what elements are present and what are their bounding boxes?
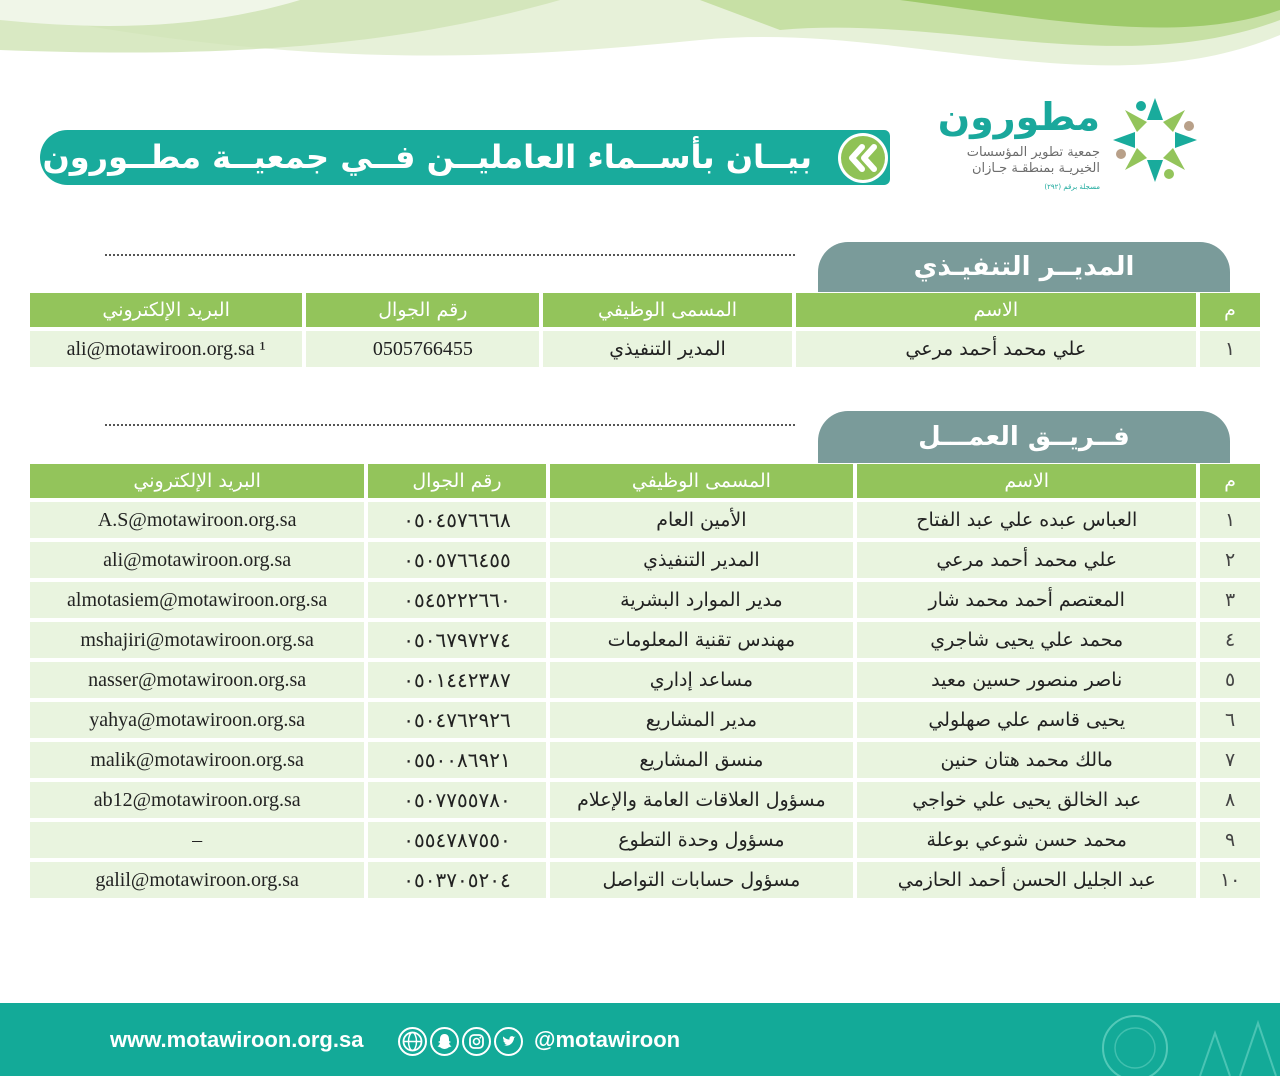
table-row (30, 331, 1260, 367)
phone-number: ٠٥٥٠٠٨٦٩٢١ (368, 742, 545, 778)
column-header-job-title: المسمى الوظيفي (550, 464, 854, 498)
section-divider (105, 254, 795, 256)
email-address[interactable]: ab12@motawiroon.org.sa (30, 782, 364, 818)
website-link[interactable]: www.motawiroon.org.sa (110, 1027, 364, 1052)
table-row (30, 502, 1260, 538)
phone-number: ٠٥٠٧٧٥٥٧٨٠ (368, 782, 545, 818)
job-title: المدير التنفيذي (550, 542, 854, 578)
employee-name: عبد الخالق يحيى علي خواجي (857, 782, 1196, 818)
logo-subtitle-line2: الخيريـة بمنطقـة جـازان (971, 161, 1100, 176)
table-row (30, 622, 1260, 658)
email-address[interactable]: almotasiem@motawiroon.org.sa (30, 582, 364, 618)
executive-table-header (30, 293, 1260, 327)
employee-name: محمد علي يحيى شاجري (857, 622, 1196, 658)
row-number: ٤ (1200, 622, 1260, 658)
team-table (26, 460, 1264, 902)
logo-registration: مسجلة برقم (٢٩٢) (1044, 183, 1100, 191)
job-title: مساعد إداري (550, 662, 854, 698)
job-title: المدير التنفيذي (543, 331, 791, 367)
chevron-left-double-icon (838, 133, 888, 183)
phone-number: ٠٥٤٥٢٢٢٦٦٠ (368, 582, 545, 618)
twitter-icon[interactable] (494, 1027, 523, 1056)
globe-icon[interactable] (398, 1027, 427, 1056)
job-title: مدير الموارد البشرية (550, 582, 854, 618)
phone-number: ٠٥٠٥٧٦٦٤٥٥ (368, 542, 545, 578)
page-title: بيــان بأســماء العامليــن فــي جمعيــة مطــورون (42, 138, 812, 176)
phone-number: ٠٥٠١٤٤٢٣٨٧ (368, 662, 545, 698)
table-row (30, 582, 1260, 618)
employee-name: العباس عبده علي عبد الفتاح (857, 502, 1196, 538)
email-address[interactable]: ali@motawiroon.org.sa ¹ (30, 331, 302, 367)
employee-name: مالك محمد هتان حنين (857, 742, 1196, 778)
job-title: مهندس تقنية المعلومات (550, 622, 854, 658)
phone-number: ٠٥٠٤٧٦٢٩٢٦ (368, 702, 545, 738)
row-number: ٣ (1200, 582, 1260, 618)
email-address[interactable]: ali@motawiroon.org.sa (30, 542, 364, 578)
row-number: ٩ (1200, 822, 1260, 858)
top-wave-decoration (0, 0, 1280, 110)
email-address[interactable]: A.S@motawiroon.org.sa (30, 502, 364, 538)
phone-number: ٠٥٠٤٥٧٦٦٦٨ (368, 502, 545, 538)
row-number: ٦ (1200, 702, 1260, 738)
table-row (30, 862, 1260, 898)
employee-name: علي محمد أحمد مرعي (857, 542, 1196, 578)
social-icons (398, 1027, 523, 1056)
email-address[interactable]: malik@motawiroon.org.sa (30, 742, 364, 778)
job-title: منسق المشاريع (550, 742, 854, 778)
section-heading-team: فــريــق العمـــل (818, 411, 1230, 463)
title-bar (40, 130, 890, 185)
column-header-email: البريد الإلكتروني (30, 464, 364, 498)
job-title: مسؤول وحدة التطوع (550, 822, 854, 858)
column-header-phone: رقم الجوال (306, 293, 539, 327)
employee-name: عبد الجليل الحسن أحمد الحازمي (857, 862, 1196, 898)
logo-subtitle-line1: جمعية تطوير المؤسسات (966, 145, 1100, 160)
column-header-name: الاسم (857, 464, 1196, 498)
section-heading-executive: المديــر التنفيـذي (818, 242, 1230, 292)
table-row (30, 782, 1260, 818)
job-title: الأمين العام (550, 502, 854, 538)
employee-name: يحيى قاسم علي صهلولي (857, 702, 1196, 738)
job-title: مدير المشاريع (550, 702, 854, 738)
row-number: ٥ (1200, 662, 1260, 698)
row-number: ٧ (1200, 742, 1260, 778)
table-row (30, 702, 1260, 738)
column-header-job-title: المسمى الوظيفي (543, 293, 791, 327)
logo (937, 95, 1200, 205)
social-handle[interactable]: @motawiroon (534, 1027, 681, 1052)
phone-number: ٠٥٠٣٧٠٥٢٠٤ (368, 862, 545, 898)
table-row (30, 822, 1260, 858)
table-row (30, 542, 1260, 578)
logo-brand: مطورون (937, 95, 1100, 139)
row-number: ١ (1200, 502, 1260, 538)
email-address[interactable]: mshajiri@motawiroon.org.sa (30, 622, 364, 658)
table-row (30, 742, 1260, 778)
column-header-num: م (1200, 293, 1260, 327)
row-number: ١ (1200, 331, 1260, 367)
row-number: ٨ (1200, 782, 1260, 818)
employee-name: ناصر منصور حسين معيد (857, 662, 1196, 698)
row-number: ٢ (1200, 542, 1260, 578)
job-title: مسؤول حسابات التواصل (550, 862, 854, 898)
column-header-email: البريد الإلكتروني (30, 293, 302, 327)
employee-name: المعتصم أحمد محمد شار (857, 582, 1196, 618)
logo-star-icon (1110, 95, 1200, 185)
row-number: ١٠ (1200, 862, 1260, 898)
column-header-name: الاسم (796, 293, 1196, 327)
email-address[interactable]: galil@motawiroon.org.sa (30, 862, 364, 898)
phone-number: ٠٥٥٤٧٨٧٥٥٠ (368, 822, 545, 858)
column-header-num: م (1200, 464, 1260, 498)
employee-name: محمد حسن شوعي بوعلة (857, 822, 1196, 858)
snapchat-icon[interactable] (430, 1027, 459, 1056)
instagram-icon[interactable] (462, 1027, 491, 1056)
phone-number: ٠٥٠٦٧٩٧٢٧٤ (368, 622, 545, 658)
team-table-header (30, 464, 1260, 498)
section-divider (105, 424, 795, 426)
column-header-phone: رقم الجوال (368, 464, 545, 498)
footer-decoration (1090, 1003, 1280, 1076)
job-title: مسؤول العلاقات العامة والإعلام (550, 782, 854, 818)
phone-number: 0505766455 (306, 331, 539, 367)
email-address: – (30, 822, 364, 858)
email-address[interactable]: yahya@motawiroon.org.sa (30, 702, 364, 738)
executive-table (26, 289, 1264, 371)
table-row (30, 662, 1260, 698)
employee-name: علي محمد أحمد مرعي (796, 331, 1196, 367)
footer (0, 1003, 1280, 1076)
email-address[interactable]: nasser@motawiroon.org.sa (30, 662, 364, 698)
